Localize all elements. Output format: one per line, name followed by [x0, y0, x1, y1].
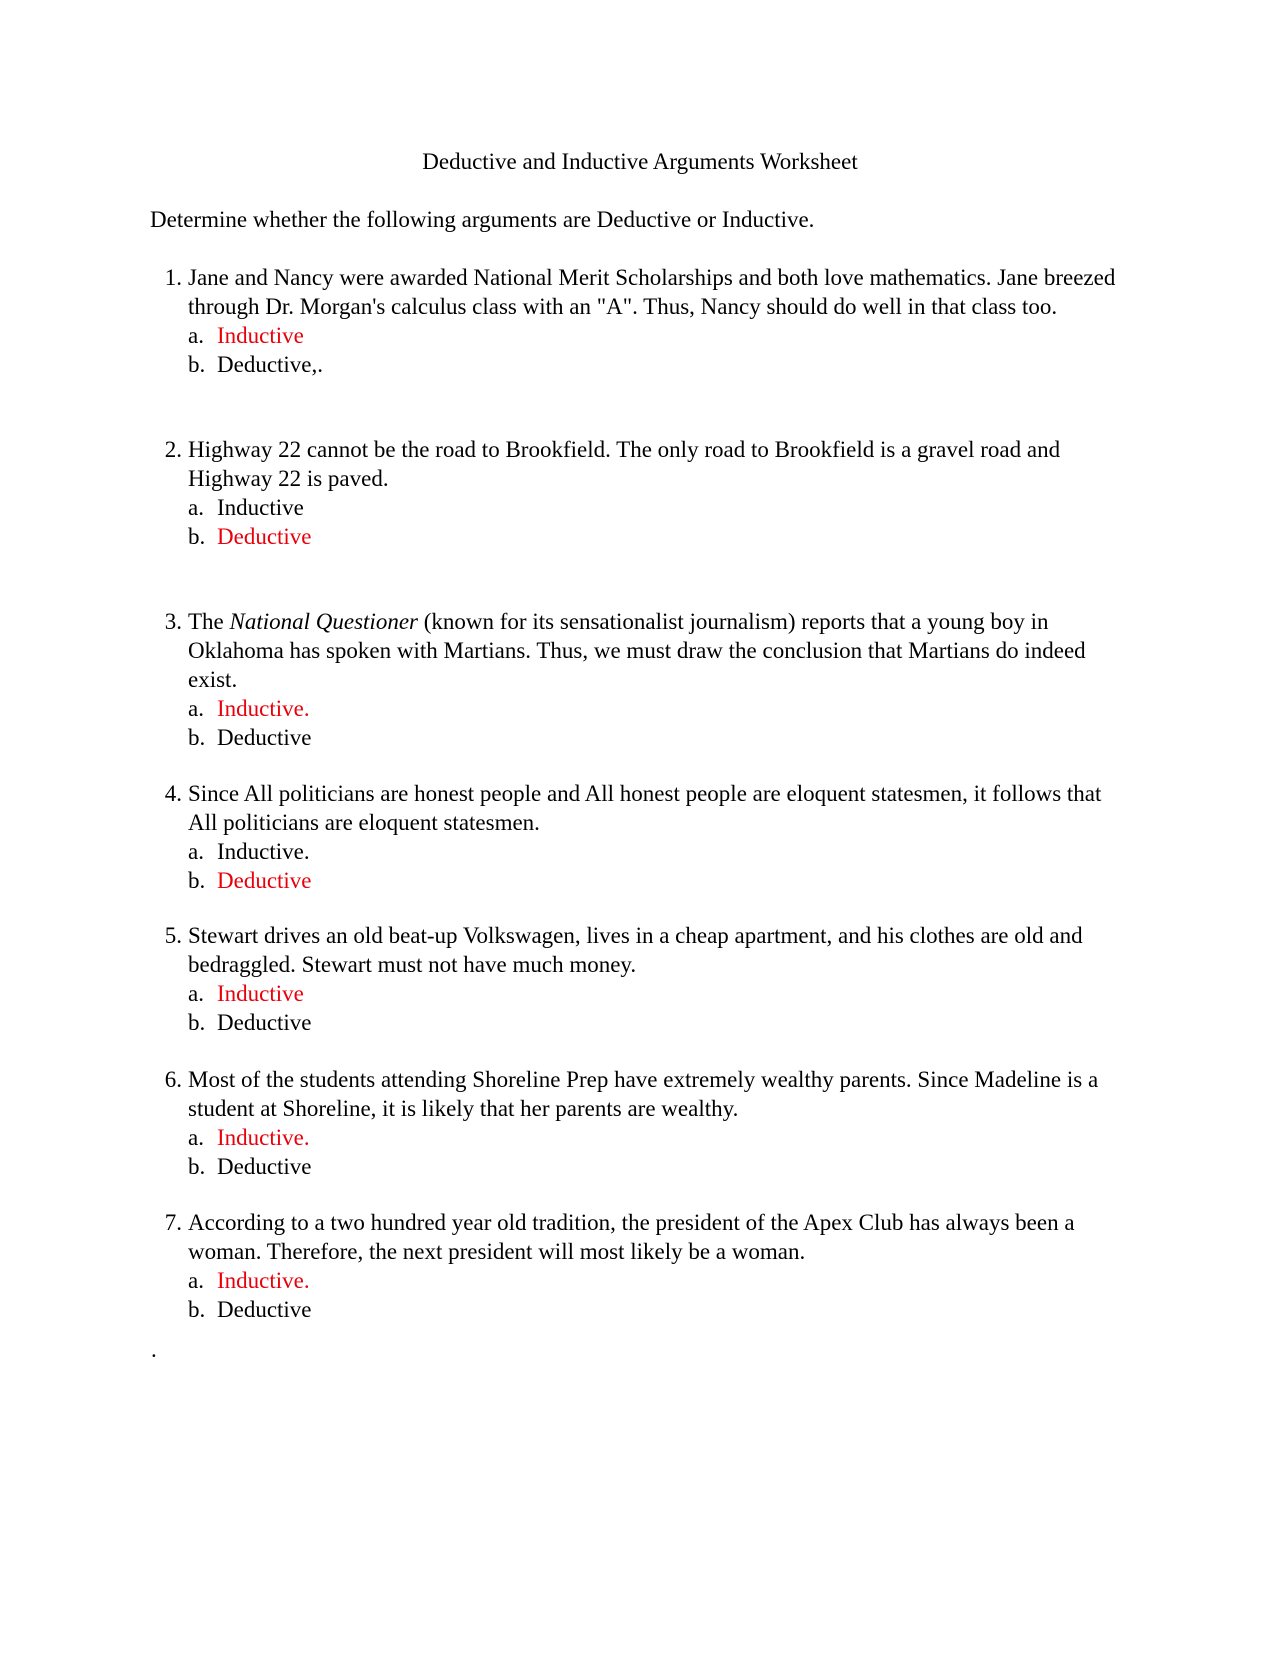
question-number: 4. — [164, 781, 182, 806]
option-label-selected: Inductive. — [217, 1268, 310, 1293]
option-label: Deductive — [217, 1154, 312, 1179]
question-text: Since All politicians are honest people and All honest people are eloquent statesmen, it follows that All politicians are eloquent statesmen. — [188, 781, 1102, 835]
option-b — [188, 723, 1130, 752]
option-label: Deductive — [217, 1297, 312, 1322]
page-title: Deductive and Inductive Arguments Worksheet — [422, 149, 858, 174]
option-label: Deductive,. — [217, 352, 324, 377]
question-text: Stewart drives an old beat-up Volkswagen, lives in a cheap apartment, and his clothes are old and bedraggled. Stewart must not have much money. — [188, 923, 1083, 977]
option-letter: a. — [188, 1125, 204, 1150]
question-number: 5. — [164, 923, 182, 948]
option-label: Inductive — [217, 495, 304, 520]
answer-options — [188, 1123, 1130, 1181]
question-number: 3. — [164, 609, 182, 634]
option-a — [188, 694, 1130, 723]
answer-options — [188, 837, 1130, 895]
option-label-selected: Inductive. — [217, 696, 310, 721]
question-text: Jane and Nancy were awarded National Merit Scholarships and both love mathematics. Jane breezed through Dr. Morgan's calculus class with an "A". Thus, Nancy should do well in that class too. — [188, 265, 1116, 319]
question-4 — [150, 779, 1130, 895]
option-letter: b. — [188, 352, 206, 377]
option-letter: a. — [188, 323, 204, 348]
option-a — [188, 837, 1130, 866]
question-number: 1. — [164, 265, 182, 290]
option-letter: b. — [188, 524, 206, 549]
option-letter: a. — [188, 495, 204, 520]
question-6 — [150, 1065, 1130, 1181]
question-number: 7. — [164, 1210, 182, 1235]
option-letter: b. — [188, 868, 206, 893]
option-label-selected: Inductive — [217, 323, 304, 348]
question-text: According to a two hundred year old tradition, the president of the Apex Club has always been a woman. Therefore, the next president will most likely be a woman. — [188, 1210, 1075, 1264]
question-text-rest: (known for its sensationalist journalism) reports that a young boy in Oklahoma has spoken with Martians. Thus, we must draw the conclusion that Martians do indeed exist. — [188, 609, 1086, 692]
option-a — [188, 1266, 1130, 1295]
question-3 — [150, 607, 1130, 752]
answer-options — [188, 979, 1130, 1037]
option-label: Inductive. — [217, 839, 310, 864]
option-letter: a. — [188, 839, 204, 864]
option-label: Deductive — [217, 725, 312, 750]
question-1 — [150, 263, 1130, 379]
option-letter: a. — [188, 1268, 204, 1293]
option-letter: a. — [188, 696, 204, 721]
answer-options — [188, 321, 1130, 379]
option-letter: b. — [188, 1010, 206, 1035]
question-2 — [150, 435, 1130, 551]
option-b — [188, 1295, 1130, 1324]
option-a — [188, 321, 1130, 350]
answer-options — [188, 493, 1130, 551]
question-number: 2. — [164, 437, 182, 462]
option-label: Deductive — [217, 1010, 312, 1035]
instructions: Determine whether the following arguments are Deductive or Inductive. — [150, 207, 815, 232]
option-label-selected: Deductive — [217, 524, 312, 549]
option-letter: b. — [188, 725, 206, 750]
trailing-period: . — [151, 1337, 157, 1362]
option-letter: a. — [188, 981, 204, 1006]
answer-options — [188, 694, 1130, 752]
question-5 — [150, 921, 1130, 1037]
publication-title: National Questioner — [229, 609, 418, 634]
option-a — [188, 493, 1130, 522]
question-text: Highway 22 cannot be the road to Brookfield. The only road to Brookfield is a gravel road and Highway 22 is paved. — [188, 437, 1061, 491]
answer-options — [188, 1266, 1130, 1324]
option-label-selected: Inductive — [217, 981, 304, 1006]
option-b — [188, 1152, 1130, 1181]
question-text — [188, 607, 1130, 694]
question-text: Most of the students attending Shoreline Prep have extremely wealthy parents. Since Madeline is a student at Shoreline, it is likely that her parents are wealthy. — [188, 1067, 1099, 1121]
option-letter: b. — [188, 1154, 206, 1179]
question-7 — [150, 1208, 1130, 1324]
option-label-selected: Deductive — [217, 868, 312, 893]
option-a — [188, 979, 1130, 1008]
question-number: 6. — [164, 1067, 182, 1092]
option-letter: b. — [188, 1297, 206, 1322]
option-b — [188, 522, 1130, 551]
option-label-selected: Inductive. — [217, 1125, 310, 1150]
option-b — [188, 1008, 1130, 1037]
option-a — [188, 1123, 1130, 1152]
option-b — [188, 866, 1130, 895]
option-b — [188, 350, 1130, 379]
question-text-start: The — [188, 609, 230, 634]
